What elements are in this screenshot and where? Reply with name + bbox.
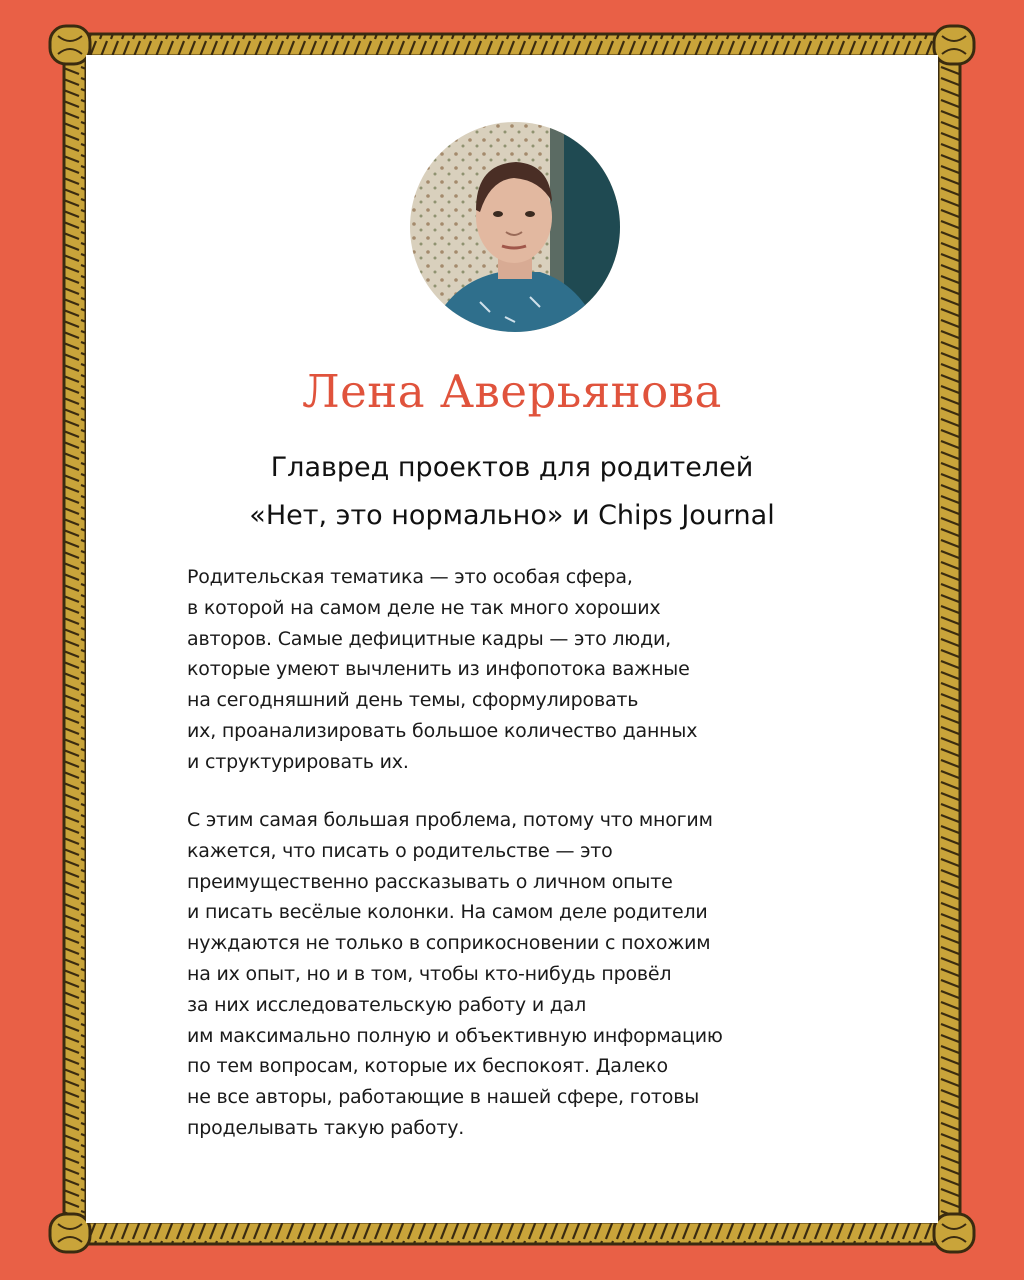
- text-line: их, проанализировать большое количество данных: [187, 719, 698, 742]
- text-line: за них исследовательскую работу и дал: [187, 993, 587, 1016]
- text-line: им максимально полную и объективную информацию: [187, 1024, 723, 1047]
- position-line: Главред проектов для родителей: [270, 452, 754, 483]
- position-line: «Нет, это нормально» и Chips Journal: [249, 500, 775, 531]
- text-line: и структурировать их.: [187, 750, 409, 773]
- avatar: [410, 122, 620, 332]
- text-line: преимущественно рассказывать о личном опыте: [187, 870, 673, 893]
- portrait-photo-icon: [410, 122, 620, 332]
- text-line: в которой на самом деле не так много хороших: [187, 596, 661, 619]
- text-line: по тем вопросам, которые их беспокоят. Далеко: [187, 1055, 668, 1078]
- text-line: Родительская тематика — это особая сфера,: [187, 566, 633, 588]
- quote-paragraph-1: [187, 562, 877, 778]
- text-line: проделывать такую работу.: [187, 1116, 465, 1139]
- text-line: которые умеют вычленить из инфопотока важные: [187, 658, 690, 681]
- text-line: нуждаются не только в соприкосновении с похожим: [187, 932, 711, 955]
- text-line: и писать весёлые колонки. На самом деле родители: [187, 901, 708, 924]
- text-line: на сегодняшний день темы, сформулировать: [187, 689, 639, 712]
- text-line: не все авторы, работающие в нашей сфере, готовы: [187, 1086, 699, 1109]
- author-name: Лена Аверьянова: [302, 365, 722, 418]
- quote-paragraph-2: [187, 805, 877, 1144]
- text-line: на их опыт, но и в том, чтобы кто-нибудь провёл: [187, 962, 672, 985]
- author-position: [0, 444, 1024, 540]
- text-line: С этим самая большая проблема, потому что многим: [187, 809, 713, 831]
- text-line: кажется, что писать о родительстве — это: [187, 839, 613, 862]
- text-line: авторов. Самые дефицитные кадры — это люди,: [187, 627, 672, 650]
